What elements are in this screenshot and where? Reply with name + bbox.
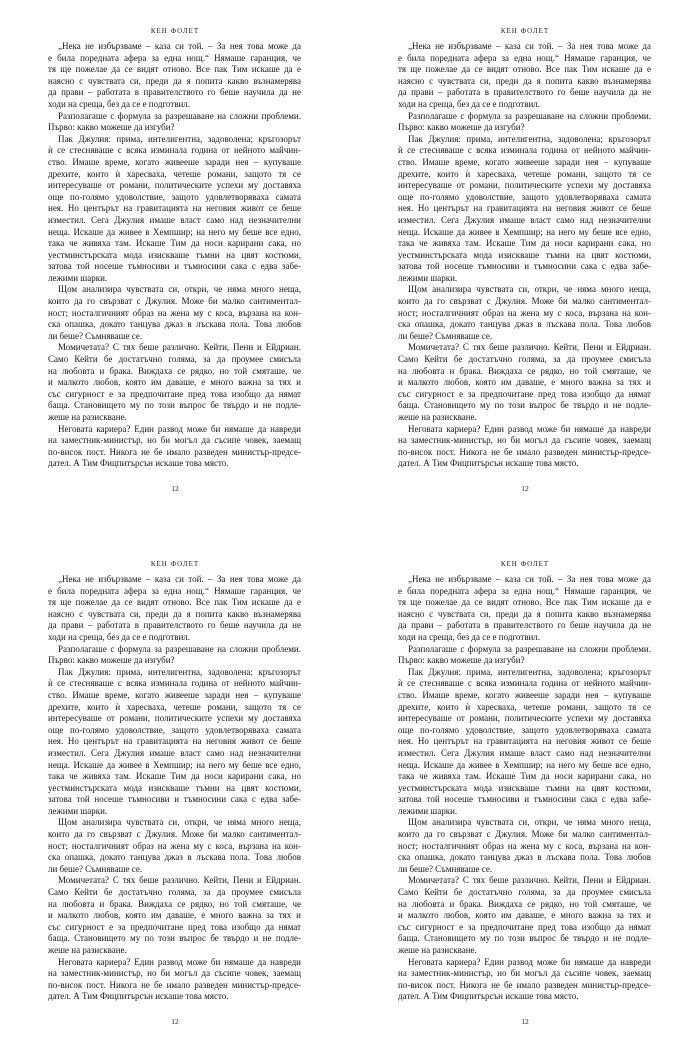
text-line: изместил. Сега Джулия имаше власт само над незначителни <box>398 214 651 225</box>
text-line: уестминстърската мода изискваше тъмни на цвят костюми, <box>398 782 651 793</box>
paragraph <box>48 284 301 342</box>
text-line: Щом анализира чувствата си, откри, че няма много неща, <box>408 817 651 828</box>
text-line: изместил. Сега Джулия имаше власт само над незначителни <box>398 747 651 758</box>
text-line: които да го свързват с Джулия. Може би малко сантиментал- <box>48 829 301 840</box>
text-line: лежими шарки. <box>398 805 458 816</box>
text-line: Неговата кариера? Един развод може би нямаше да навреди <box>408 423 651 434</box>
text-line: затова той носеше тъмносиви и тъмносини сака с едва забе- <box>48 794 301 805</box>
text-line: „Нека не избързваме – каза си той. – За нея това може да <box>58 41 301 51</box>
paragraph <box>398 667 651 818</box>
text-line: на любовта и брака. Виждаха се рядко, но той смяташе, че <box>48 898 301 909</box>
text-line: неща. Искаше да живее в Хемпшир; на него му беше все едно, <box>48 226 301 237</box>
book-page-bottom-right <box>350 533 700 1057</box>
text-line: „Нека не избързваме – каза си той. – За нея това може да <box>408 574 651 584</box>
text-line: лежими шарки. <box>48 272 108 283</box>
text-line: ност; носталгичният образ на жена му с коса, вързана на кон- <box>398 840 651 851</box>
paragraph <box>398 111 651 134</box>
text-line: и малкото любов, която им даваше, е много важна за тях и <box>398 377 651 388</box>
text-line: е била поредната афера за една нощ.“ Нямаше гаранция, че <box>398 52 651 63</box>
text-line: нея. Но центърът на гравитацията на неговия живот се беше <box>398 203 651 214</box>
text-line: по-висок пост. Никога не бе имало разведен министър-предсе- <box>398 979 651 990</box>
text-line: неща. Искаше да живее в Хемпшир; на него му беше все едно, <box>398 759 651 770</box>
text-line: жеше на разискване. <box>398 945 477 955</box>
text-line: ли беше? Съмняваше се. <box>48 330 143 341</box>
text-line: ходи на среща, без да се е подготвил. <box>398 631 541 642</box>
body-text <box>48 41 301 470</box>
text-line: уестминстърската мода изискваше тъмни на цвят костюми, <box>48 249 301 260</box>
text-line: да прави – работата в правителството го беше научила да не <box>398 620 651 631</box>
body-text <box>398 41 651 470</box>
text-line: жеше на разискване. <box>398 412 477 422</box>
text-line: по-висок пост. Никога не бе имало разведен министър-предсе- <box>398 446 651 457</box>
text-line: ѝ се стесняваше с всяка изминала година от нейното майчин- <box>48 678 301 689</box>
text-line: Само Кейти бе достатъчно голяма, за да проумее смисъла <box>48 354 301 365</box>
text-line: дрехите, които ѝ харесваха, четеше романи, защото тя се <box>398 168 651 179</box>
text-line: Неговата кариера? Един развод може би нямаше да навреди <box>58 956 301 967</box>
paragraph <box>48 134 301 285</box>
text-line: да прави – работата в правителството го беше научила да не <box>398 87 651 98</box>
text-line: ли беше? Съмняваше се. <box>398 863 493 874</box>
text-line: неща. Искаше да живее в Хемпшир; на него му беше все едно, <box>48 759 301 770</box>
text-line: е била поредната афера за една нощ.“ Нямаше гаранция, че <box>48 585 301 596</box>
paragraph <box>48 957 301 1003</box>
text-line: наясно с чувствата си, преди да я попита какво възнамерява <box>398 608 651 619</box>
text-line: ство. Имаше време, когато живееше заради нея – купуваше <box>398 689 651 700</box>
text-line: наясно с чувствата си, преди да я попита какво възнамерява <box>398 75 651 86</box>
text-line: затова той носеше тъмносиви и тъмносини сака с едва забе- <box>398 794 651 805</box>
text-line: уестминстърската мода изискваше тъмни на цвят костюми, <box>398 249 651 260</box>
text-line: Щом анализира чувствата си, откри, че няма много неща, <box>408 284 651 295</box>
text-line: и малкото любов, която им даваше, е много важна за тях и <box>48 377 301 388</box>
book-page-bottom-left <box>0 533 350 1057</box>
text-line: на заместник-министър, но би могъл да съсипе човек, заемащ <box>48 435 301 446</box>
text-line: баща. Становището му по този въпрос бе твърдо и не подле- <box>48 400 301 411</box>
text-line: ска опашка, докато танцува джаз в лъскава пола. Това любов <box>398 319 651 330</box>
paragraph <box>48 574 301 644</box>
text-line: Неговата кариера? Един развод може би нямаше да навреди <box>408 956 651 967</box>
text-line: по-висок пост. Никога не бе имало разведен министър-предсе- <box>48 979 301 990</box>
text-line: със сигурност е за предпочитане пред това изобщо да нямат <box>48 921 301 932</box>
text-line: ли беше? Съмняваше се. <box>398 330 493 341</box>
text-line: жеше на разискване. <box>48 945 127 955</box>
text-line: Неговата кариера? Един развод може би нямаше да навреди <box>58 423 301 434</box>
text-line: така че живяха там. Искаше Тим да носи карирани сака, но <box>48 238 301 249</box>
page-number: 12 <box>171 484 179 493</box>
text-line: Разполагаше с формула за разрешаване на сложни проблеми. <box>408 643 651 654</box>
text-line: ѝ се стесняваше с всяка изминала година от нейното майчин- <box>398 145 651 156</box>
text-line: на заместник-министър, но би могъл да съсипе човек, заемащ <box>398 435 651 446</box>
paragraph <box>48 41 301 111</box>
text-line: така че живяха там. Искаше Тим да носи карирани сака, но <box>48 771 301 782</box>
text-line: на любовта и брака. Виждаха се рядко, но той смяташе, че <box>48 365 301 376</box>
text-line: Разполагаше с формула за разрешаване на сложни проблеми. <box>58 110 301 121</box>
text-line: баща. Становището му по този въпрос бе твърдо и не подле- <box>398 933 651 944</box>
text-line: тя ще пожелае да се видят отново. Все пак Тим искаше да е <box>398 597 651 608</box>
paragraph <box>398 644 651 667</box>
body-text <box>398 574 651 1003</box>
text-line: така че живяха там. Искаше Тим да носи карирани сака, но <box>398 771 651 782</box>
text-line: интересуваше от романи, политическите успехи му доставяха <box>398 713 651 724</box>
text-line: Първо: какво можеше да изгуби? <box>48 122 175 133</box>
text-line: Разполагаше с формула за разрешаване на сложни проблеми. <box>408 110 651 121</box>
running-header: КЕН ФОЛЕТ <box>150 560 200 568</box>
page-number: 12 <box>521 1017 529 1026</box>
text-line: Пак Джулия: прима, интелигентна, задоволена; кръгозорът <box>58 133 301 144</box>
text-line: наясно с чувствата си, преди да я попита какво възнамерява <box>48 608 301 619</box>
text-line: още по-голямо удоволствие, защото удовлетворяваха самата <box>48 191 301 202</box>
text-line: и малкото любов, която им даваше, е много важна за тях и <box>48 910 301 921</box>
text-line: на заместник-министър, но би могъл да съсипе човек, заемащ <box>48 968 301 979</box>
text-line: Първо: какво можеше да изгуби? <box>398 655 525 666</box>
text-line: които да го свързват с Джулия. Може би малко сантиментал- <box>398 829 651 840</box>
text-line: Само Кейти бе достатъчно голяма, за да проумее смисъла <box>398 887 651 898</box>
text-line: ѝ се стесняваше с всяка изминала година от нейното майчин- <box>398 678 651 689</box>
text-line: Момичетата? С тях беше различно. Кейти, Пени и Ейдриан. <box>408 875 651 886</box>
text-line: ходи на среща, без да се е подготвил. <box>48 631 191 642</box>
text-line: затова той носеше тъмносиви и тъмносини сака с едва забе- <box>48 261 301 272</box>
text-line: „Нека не избързваме – каза си той. – За нея това може да <box>408 41 651 51</box>
text-line: Момичетата? С тях беше различно. Кейти, Пени и Ейдриан. <box>58 875 301 886</box>
paragraph <box>398 134 651 285</box>
text-line: ност; носталгичният образ на жена му с коса, вързана на кон- <box>398 307 651 318</box>
text-line: баща. Становището му по този въпрос бе твърдо и не подле- <box>398 400 651 411</box>
running-header: КЕН ФОЛЕТ <box>500 27 550 35</box>
text-line: интересуваше от романи, политическите успехи му доставяха <box>398 180 651 191</box>
paragraph <box>398 875 651 956</box>
text-line: на заместник-министър, но би могъл да съсипе човек, заемащ <box>398 968 651 979</box>
text-line: Щом анализира чувствата си, откри, че няма много неща, <box>58 817 301 828</box>
paragraph <box>398 574 651 644</box>
page-number: 12 <box>521 484 529 493</box>
text-line: Момичетата? С тях беше различно. Кейти, Пени и Ейдриан. <box>58 342 301 353</box>
text-line: и малкото любов, която им даваше, е много важна за тях и <box>398 910 651 921</box>
text-line: ска опашка, докато танцува джаз в лъскава пола. Това любов <box>48 852 301 863</box>
text-line: дател. А Тим Фицпитърсън искаше това място. <box>48 991 229 1002</box>
text-line: дрехите, които ѝ харесваха, четеше романи, защото тя се <box>48 168 301 179</box>
text-line: неща. Искаше да живее в Хемпшир; на него му беше все едно, <box>398 226 651 237</box>
text-line: още по-голямо удоволствие, защото удовлетворяваха самата <box>398 724 651 735</box>
paragraph <box>48 817 301 875</box>
text-line: ност; носталгичният образ на жена му с коса, вързана на кон- <box>48 840 301 851</box>
text-line: ство. Имаше време, когато живееше заради нея – купуваше <box>48 689 301 700</box>
text-line: ство. Имаше време, когато живееше заради нея – купуваше <box>48 156 301 167</box>
text-line: уестминстърската мода изискваше тъмни на цвят костюми, <box>48 782 301 793</box>
body-text <box>48 574 301 1003</box>
text-line: нея. Но центърът на гравитацията на неговия живот се беше <box>48 736 301 747</box>
running-header: КЕН ФОЛЕТ <box>150 27 200 35</box>
text-line: е била поредната афера за една нощ.“ Нямаше гаранция, че <box>398 585 651 596</box>
paragraph <box>48 342 301 423</box>
text-line: със сигурност е за предпочитане пред това изобщо да нямат <box>48 388 301 399</box>
text-line: интересуваше от романи, политическите успехи му доставяха <box>48 180 301 191</box>
text-line: още по-голямо удоволствие, защото удовлетворяваха самата <box>48 724 301 735</box>
text-line: ходи на среща, без да се е подготвил. <box>48 98 191 109</box>
paragraph <box>398 957 651 1003</box>
book-page-top-right <box>350 0 700 524</box>
paragraph <box>48 424 301 470</box>
text-line: е била поредната афера за една нощ.“ Нямаше гаранция, че <box>48 52 301 63</box>
text-line: ска опашка, докато танцува джаз в лъскава пола. Това любов <box>398 852 651 863</box>
text-line: които да го свързват с Джулия. Може би малко сантиментал- <box>48 296 301 307</box>
text-line: дрехите, които ѝ харесваха, четеше романи, защото тя се <box>48 701 301 712</box>
text-line: нея. Но центърът на гравитацията на неговия живот се беше <box>48 203 301 214</box>
text-line: затова той носеше тъмносиви и тъмносини сака с едва забе- <box>398 261 651 272</box>
book-page-top-left <box>0 0 350 524</box>
text-line: ѝ се стесняваше с всяка изминала година от нейното майчин- <box>48 145 301 156</box>
text-line: Само Кейти бе достатъчно голяма, за да проумее смисъла <box>48 887 301 898</box>
paragraph <box>48 644 301 667</box>
text-line: със сигурност е за предпочитане пред това изобщо да нямат <box>398 388 651 399</box>
text-line: дател. А Тим Фицпитърсън искаше това място. <box>398 458 579 469</box>
text-line: дрехите, които ѝ харесваха, четеше романи, защото тя се <box>398 701 651 712</box>
text-line: изместил. Сега Джулия имаше власт само над незначителни <box>48 214 301 225</box>
text-line: ска опашка, докато танцува джаз в лъскава пола. Това любов <box>48 319 301 330</box>
text-line: тя ще пожелае да се видят отново. Все пак Тим искаше да е <box>48 597 301 608</box>
text-line: нея. Но центърът на гравитацията на неговия живот се беше <box>398 736 651 747</box>
paragraph <box>398 342 651 423</box>
text-line: така че живяха там. Искаше Тим да носи карирани сака, но <box>398 238 651 249</box>
text-line: Пак Джулия: прима, интелигентна, задоволена; кръгозорът <box>408 133 651 144</box>
text-line: със сигурност е за предпочитане пред това изобщо да нямат <box>398 921 651 932</box>
paragraph <box>48 111 301 134</box>
text-line: лежими шарки. <box>398 272 458 283</box>
text-line: дател. А Тим Фицпитърсън искаше това място. <box>48 458 229 469</box>
text-line: лежими шарки. <box>48 805 108 816</box>
text-line: да прави – работата в правителството го беше научила да не <box>48 620 301 631</box>
text-line: Пак Джулия: прима, интелигентна, задоволена; кръгозорът <box>408 666 651 677</box>
text-line: които да го свързват с Джулия. Може би малко сантиментал- <box>398 296 651 307</box>
running-header: КЕН ФОЛЕТ <box>500 560 550 568</box>
text-line: Пак Джулия: прима, интелигентна, задоволена; кръгозорът <box>58 666 301 677</box>
text-line: ност; носталгичният образ на жена му с коса, вързана на кон- <box>48 307 301 318</box>
text-line: жеше на разискване. <box>48 412 127 422</box>
page-number: 12 <box>171 1017 179 1026</box>
text-line: интересуваше от романи, политическите успехи му доставяха <box>48 713 301 724</box>
text-line: баща. Становището му по този въпрос бе твърдо и не подле- <box>48 933 301 944</box>
text-line: Момичетата? С тях беше различно. Кейти, Пени и Ейдриан. <box>408 342 651 353</box>
text-line: Първо: какво можеше да изгуби? <box>48 655 175 666</box>
text-line: изместил. Сега Джулия имаше власт само над незначителни <box>48 747 301 758</box>
text-line: по-висок пост. Никога не бе имало разведен министър-предсе- <box>48 446 301 457</box>
paragraph <box>398 424 651 470</box>
text-line: Щом анализира чувствата си, откри, че няма много неща, <box>58 284 301 295</box>
paragraph <box>398 817 651 875</box>
text-line: Първо: какво можеше да изгуби? <box>398 122 525 133</box>
text-line: ходи на среща, без да се е подготвил. <box>398 98 541 109</box>
paragraph <box>48 667 301 818</box>
text-line: ство. Имаше време, когато живееше заради нея – купуваше <box>398 156 651 167</box>
paragraph <box>398 284 651 342</box>
paragraph <box>398 41 651 111</box>
text-line: още по-голямо удоволствие, защото удовлетворяваха самата <box>398 191 651 202</box>
text-line: да прави – работата в правителството го беше научила да не <box>48 87 301 98</box>
text-line: дател. А Тим Фицпитърсън искаше това място. <box>398 991 579 1002</box>
text-line: на любовта и брака. Виждаха се рядко, но той смяташе, че <box>398 365 651 376</box>
text-line: „Нека не избързваме – каза си той. – За нея това може да <box>58 574 301 584</box>
text-line: тя ще пожелае да се видят отново. Все пак Тим искаше да е <box>398 64 651 75</box>
text-line: Само Кейти бе достатъчно голяма, за да проумее смисъла <box>398 354 651 365</box>
text-line: Разполагаше с формула за разрешаване на сложни проблеми. <box>58 643 301 654</box>
text-line: наясно с чувствата си, преди да я попита какво възнамерява <box>48 75 301 86</box>
paragraph <box>48 875 301 956</box>
text-line: тя ще пожелае да се видят отново. Все пак Тим искаше да е <box>48 64 301 75</box>
text-line: на любовта и брака. Виждаха се рядко, но той смяташе, че <box>398 898 651 909</box>
text-line: ли беше? Съмняваше се. <box>48 863 143 874</box>
